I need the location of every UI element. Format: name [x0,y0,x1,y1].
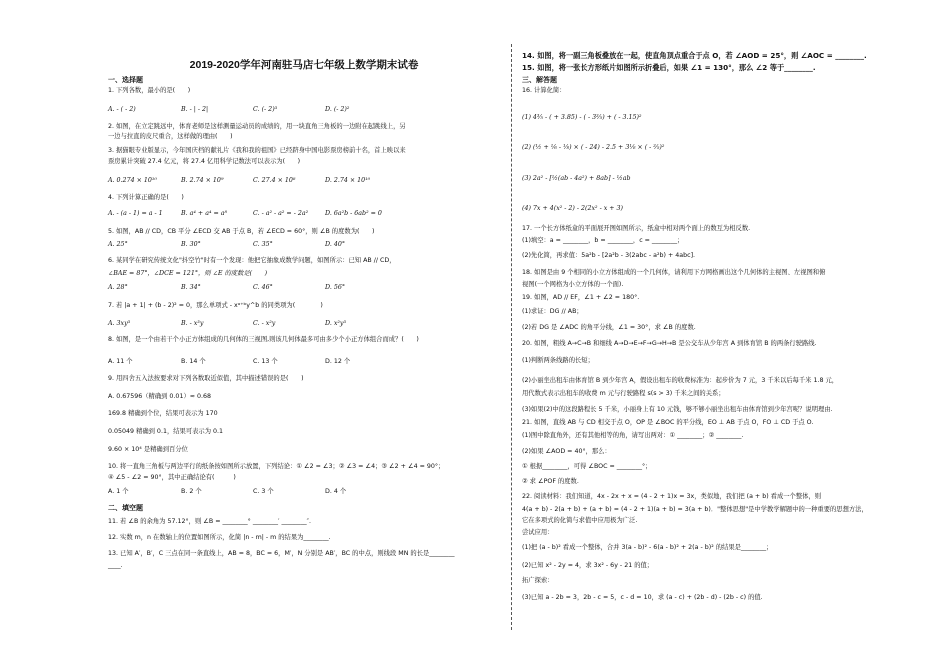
question-22-cont: 4(a + b) - 2(a + b) + (a + b) = (4 - 2 + 1)(a + b) = 3(a + b)．"整体思想"是中学教学解题中的一种重要的思想方法， [522,506,868,513]
q6-option-b: B. 34° [181,284,201,291]
question-20: 20. 如图，粗线 A→C→B 和细线 A→D→E→F→G→H→B 是公交车从少年宫 A 到体育馆 B 的两条行驶路线. [522,340,817,347]
question-22-part-2: (2)已知 x² - 2y = 4，求 3x² - 6y - 21 的值； [522,562,654,569]
question-16-part-4: (4) 7x + 4(x² - 2) - 2(2x² - x + 3) [522,205,623,212]
question-22-try: 尝试应用： [522,529,554,536]
q10-option-c: C. 3 个 [253,488,274,495]
question-21-part-2b: ② 求 ∠POF 的度数. [522,478,579,485]
q9-option-d: 9.60 × 10⁴ 是精确到百分位 [108,446,188,453]
question-21: 21. 如图，直线 AB 与 CD 相交于点 O，OP 是 ∠BOC 的平分线，EO ⊥ AB 于点 O，FO ⊥ CD 于点 O. [522,419,814,426]
q4-option-b: B. a⁴ + a⁴ = a⁸ [181,210,228,217]
question-18: 18. 如图是由 9 个相同的小立方体组成的一个几何体，请利用下方网格画出这个几何体的主视图、左视图和俯 [522,269,826,276]
q8-option-a: A. 11 个 [108,358,133,365]
q10-option-a: A. 1 个 [108,488,129,495]
q5-option-a: A. 25° [108,241,128,248]
q7-option-a: A. 3xy³ [108,320,131,327]
q8-option-d: D. 12 个 [325,358,351,365]
question-8: 8. 如图，是一个由若干个小正方体组成的几何体的三视图,则该几何体最多可由多少个小正方体组合而成？( ) [108,336,419,343]
question-14: 14. 如图，将一副三角板叠放在一起，使直角顶点重合于点 O，若 ∠AOD = 25°，则 ∠AOC = ________. [522,51,867,60]
section-heading-solve: 三、解答题 [522,76,557,84]
question-16: 16. 计算化简： [522,87,566,94]
column-divider [511,44,512,630]
question-18-cont: 视图(一个网格为小立方体的一个面). [522,281,624,288]
question-6-cont: ∠BAE = 87°，∠DCE = 121°，则 ∠E 的度数是( ) [108,270,268,277]
q6-option-c: C. 46° [253,284,273,291]
page-title: 2019-2020学年河南驻马店七年级上数学期末试卷 [189,59,419,71]
question-22-cont-2: 它在多项式的化简与求值中应用极为广泛. [522,517,638,524]
question-17: 17. 一个长方体纸盒的平面展开图如图所示，纸盒中相对两个面上的数互为相反数. [522,225,751,232]
question-10-cont: ④ ∠5 - ∠2 = 90°，其中正确结论有( ) [108,474,236,481]
question-16-part-3: (3) 2a² - [½(ab - 4a²) + 8ab] - ½ab [522,175,631,182]
q1-option-c: C. (- 2)³ [253,106,278,113]
question-15: 15. 如图，将一张长方形纸片如图所示折叠后，如果 ∠1 = 130°，那么 ∠2 等于________. [522,63,816,72]
q9-option-c: 0.05049 精确到 0.1，结果可表示为 0.1 [108,428,224,435]
q1-option-a: A. - ( - 2) [108,106,136,113]
q6-option-d: D. 56° [325,284,345,291]
question-2-cont: 一边与拉直的皮尺重合，这样做的理由( ) [108,133,233,140]
question-21-part-2: (2)如果 ∠AOD = 40°，那么： [522,448,611,455]
question-1: 1. 下列各数，最小的是( ) [108,87,191,94]
question-10: 10. 将一直角三角板与两边平行的纸条按如图所示放置，下列结论：① ∠2 = ∠3；② ∠3 = ∠4；③ ∠2 + ∠4 = 90°； [108,463,445,470]
q5-option-d: D. 40° [325,241,345,248]
question-12: 12. 实数 m，n 在数轴上的位置如图所示，化简 |n - m| - m 的结果为________. [108,534,331,541]
q10-option-b: B. 2 个 [181,488,202,495]
section-heading-choice: 一、选择题 [108,76,143,84]
q7-option-b: B. - x³y [181,320,204,327]
question-11: 11. 若 ∠B 的余角为 57.12°，则 ∠B = ________° ________′ ________″. [108,518,311,525]
q5-option-c: C. 35° [253,241,273,248]
question-2: 2. 如图，在立定跳远中，体育老师是这样测量运动员的成绩的，用一块直角三角板的一边附在起跳线上，另 [108,123,406,130]
question-16-part-1: (1) 4⅗ - ( + 3.85) - ( - 3⅖) + ( - 3.15)² [522,114,642,121]
question-20-part-3: (3)如果(2)中的这段路程长 5 千米，小丽身上有 10 元钱，够不够小丽坐出租车由体育馆到少年宫呢？说明理由. [522,406,833,413]
q3-option-b: B. 2.74 × 10⁹ [181,177,224,184]
q5-option-b: B. 30° [181,241,201,248]
question-9: 9. 用四舍五入法按要求对下列各数取近似值，其中描述错误的是( ) [108,375,304,382]
q1-option-d: D. (- 2)² [325,106,350,113]
question-16-part-2: (2) (½ + ⅙ - ⅛) × ( - 24) - 2.5 + 3⅛ × ( - ⅖)² [522,144,665,151]
q8-option-b: B. 14 个 [181,358,206,365]
question-20-part-1: (1)判断两条线路的长短； [522,357,594,364]
q7-option-c: C. - x²y [253,320,276,327]
question-6: 6. 某同学在研究传统文化"抖空竹"时有一个发现：他把它抽象成数学问题，如图所示：已知 AB // CD， [108,257,396,264]
q4-option-d: D. 6a²b - 6ab² = 0 [325,210,382,217]
question-3-cont: 票房累计突破 27.4 亿元，将 27.4 亿用科学记数法可以表示为( ) [108,158,301,165]
question-13: 13. 已知 A′，B′，C 三点在同一条直线上，AB = 8，BC = 6，M′，N 分别是 AB′，BC 的中点，则线段 MN 的长是________ [108,550,455,557]
question-19-part-1: (1)求证：DG // AB； [522,308,583,315]
question-21-part-1: (1)图中除直角外，还有其他相等的角，请写出两对：① ________；② ________. [522,432,744,439]
question-19-part-2: (2)若 DG 是 ∠ADC 的角平分线，∠1 = 30°，求 ∠B 的度数. [522,324,696,331]
q6-option-a: A. 28° [108,284,128,291]
question-4: 4. 下列计算正确的是( ) [108,194,184,201]
question-5: 5. 如图，AB // CD，CB 平分 ∠ECD 交 AB 于点 B，若 ∠ECD = 60°，则 ∠B 的度数为( ) [108,228,375,235]
q3-option-d: D. 2.74 × 10¹⁰ [325,177,371,184]
section-heading-fill: 二、填空题 [108,504,143,512]
question-17-part-2: (2)先化简，再求值：5a²b - [2a²b - 3(2abc - a²b) + 4abc]. [522,252,696,259]
question-22-extend: 拓广探索： [522,577,554,584]
question-20-part-2: (2)小丽坐出租车由体育馆 B 到少年宫 A，假设出租车的收费标准为：起步价为 7 元，3 千米以后每千米 1.8 元， [522,377,839,384]
q4-option-c: C. - a² - a² = - 2a² [253,210,309,217]
q3-option-a: A. 0.274 × 10¹⁰ [108,177,157,184]
q9-option-a: A. 0.67596（精确到 0.01）≈ 0.68 [108,393,212,400]
q1-option-b: B. - | - 2| [181,106,209,113]
question-13-cont: ____. [108,562,123,569]
q9-option-b: 169.8 精确到个位，结果可表示为 170 [108,410,218,417]
question-22-part-3: (3)已知 a - 2b = 3，2b - c = 5，c - d = 10，求 (a - c) + (2b - d) - (2b - c) 的值. [522,594,763,601]
question-20-part-2-cont: 用代数式表示出租车的收费 m 元与行驶路程 s(s > 3) 千米之间的关系； [522,390,725,397]
q3-option-c: C. 27.4 × 10⁸ [253,177,296,184]
q8-option-c: C. 13 个 [253,358,278,365]
q4-option-a: A. - (a - 1) = a - 1 [108,210,163,217]
q10-option-d: D. 4 个 [325,488,347,495]
question-3: 3. 据猫眼专业版显示，今年国庆档的献礼片《我和我的祖国》已经跻身中国电影票房榜前十名，首上映以来 [108,147,406,154]
q7-option-d: D. x²y³ [325,320,346,327]
question-22-part-1: (1)把 (a - b)² 看成一个整体，合并 3(a - b)² - 6(a - b)² + 2(a - b)² 的结果是________； [522,544,773,551]
question-21-part-2a: ① 根据________，可得 ∠BOC = ________°； [522,463,652,470]
question-17-part-1: (1)填空：a = ________，b = ________，c = ________； [522,237,684,244]
question-22: 22. 阅读材料：我们知道，4x - 2x + x = (4 - 2 + 1)x = 3x，类似地，我们把 (a + b) 看成一个整体，则 [522,493,822,500]
question-7: 7. 若 |a + 1| + (b - 2)² = 0，那么单项式 - xᵃ⁺ᵇy^b 的同类项为( ) [108,302,323,309]
question-19: 19. 如图，AD // EF，∠1 + ∠2 = 180°. [522,294,640,301]
